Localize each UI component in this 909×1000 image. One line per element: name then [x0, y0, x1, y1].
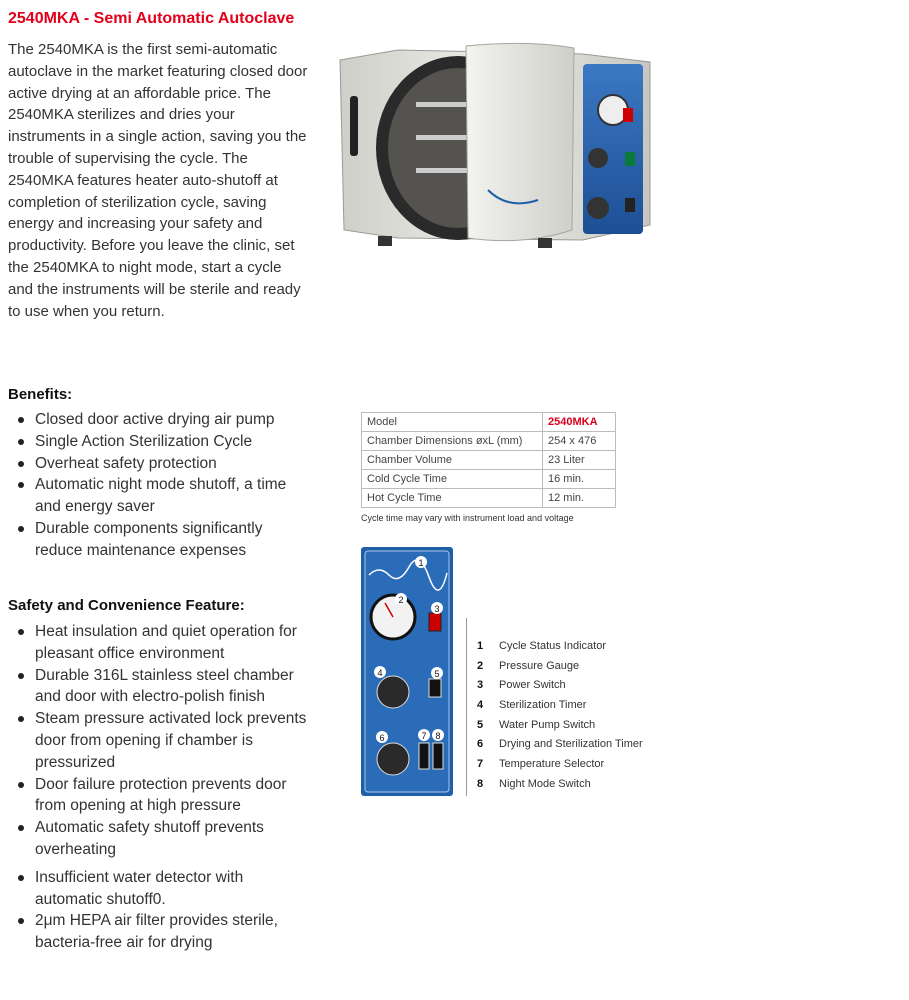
list-item: Closed door active drying air pump: [10, 409, 310, 431]
svg-text:3: 3: [434, 604, 440, 614]
table-cell: Model: [362, 413, 543, 432]
table-row: [362, 413, 616, 432]
safety-heading: Safety and Convenience Feature:: [8, 597, 245, 614]
svg-text:5: 5: [434, 669, 440, 679]
intro-paragraph: The 2540MKA is the first semi-automatic autoclave in the market featuring closed door active drying at an affordable price. The 2540MKA sterilizes and dries your instruments in a single action, saving you the trouble of supervising the cycle. The 2540MKA features heater auto-shutoff at completion of sterilization cycle, saving energy and increasing your safety and productivity. Before you leave the clinic, set the 2540MKA to night mode, start a cycle and the instruments will be sterile and ready to use when you return.: [8, 41, 308, 320]
legend-label: Temperature Selector: [499, 758, 605, 771]
legend-label: Cycle Status Indicator: [499, 640, 606, 652]
list-item: [477, 657, 643, 677]
table-cell: Cold Cycle Time: [362, 470, 543, 489]
list-item: Durable 316L stainless steel chamber and door with electro-polish finish: [10, 665, 310, 709]
list-item: 2μm HEPA air filter provides sterile, bacteria-free air for drying: [10, 910, 310, 954]
safety-list: [10, 621, 310, 954]
svg-text:8: 8: [435, 731, 441, 741]
control-panel-image: [361, 547, 453, 796]
list-item: [477, 696, 643, 716]
legend-number: 7: [477, 758, 484, 771]
table-cell: 2540MKA: [543, 413, 616, 432]
table-row: [362, 489, 616, 508]
legend-number: 5: [477, 718, 484, 731]
list-item: Door failure protection prevents door from opening at high pressure: [10, 774, 310, 818]
legend-number: 2: [477, 659, 484, 672]
list-item: Durable components significantly reduce maintenance expenses: [10, 518, 310, 562]
autoclave-product-image: [338, 40, 656, 265]
table-cell: 12 min.: [543, 489, 616, 508]
svg-text:2: 2: [398, 595, 404, 605]
list-item: Overheat safety protection: [10, 453, 310, 475]
legend-number: 6: [477, 738, 484, 751]
list-item: Heat insulation and quiet operation for pleasant office environment: [10, 621, 310, 665]
svg-text:7: 7: [421, 731, 427, 741]
legend-label: Water Pump Switch: [499, 718, 596, 731]
svg-text:4: 4: [377, 668, 383, 678]
legend-number: 8: [477, 777, 484, 790]
table-cell: Chamber Volume: [362, 451, 543, 470]
legend-number: 1: [477, 640, 484, 652]
benefits-heading: Benefits:: [8, 386, 73, 403]
list-item: Steam pressure activated lock prevents door from opening if chamber is pressurized: [10, 708, 310, 773]
list-item: [477, 775, 643, 795]
table-cell: Hot Cycle Time: [362, 489, 543, 508]
legend-label: Drying and Sterilization Timer: [499, 738, 643, 751]
table-cell: 254 x 476: [543, 432, 616, 451]
list-item: Single Action Sterilization Cycle: [10, 431, 310, 453]
list-item: Automatic night mode shutoff, a time and energy saver: [10, 474, 310, 518]
table-cell: 23 Liter: [543, 451, 616, 470]
list-item: Insufficient water detector with automatic shutoff0.: [10, 867, 310, 911]
table-row: [362, 432, 616, 451]
benefits-list: [10, 409, 310, 562]
list-item: Automatic safety shutoff prevents overheating: [10, 817, 310, 861]
table-row: [362, 451, 616, 470]
legend-label: Night Mode Switch: [499, 777, 591, 790]
legend-number: 3: [477, 679, 484, 692]
panel-legend: [477, 637, 643, 795]
list-item: [477, 716, 643, 736]
legend-number: 4: [477, 699, 484, 712]
list-item: [477, 676, 643, 696]
table-cell: 16 min.: [543, 470, 616, 489]
list-item: [477, 755, 643, 775]
table-cell: Chamber Dimensions øxL (mm): [362, 432, 543, 451]
list-item: [477, 637, 643, 657]
legend-label: Sterilization Timer: [499, 699, 587, 712]
page-title: 2540MKA - Semi Automatic Autoclave: [8, 10, 295, 27]
svg-text:6: 6: [379, 733, 385, 743]
legend-label: Pressure Gauge: [499, 659, 580, 672]
cycle-time-note: Cycle time may vary with instrument load and voltage: [361, 513, 574, 523]
table-row: [362, 470, 616, 489]
svg-text:1: 1: [418, 558, 424, 568]
legend-divider: [466, 618, 467, 796]
list-item: [477, 735, 643, 755]
spec-table: [361, 412, 616, 508]
legend-label: Power Switch: [499, 679, 566, 692]
